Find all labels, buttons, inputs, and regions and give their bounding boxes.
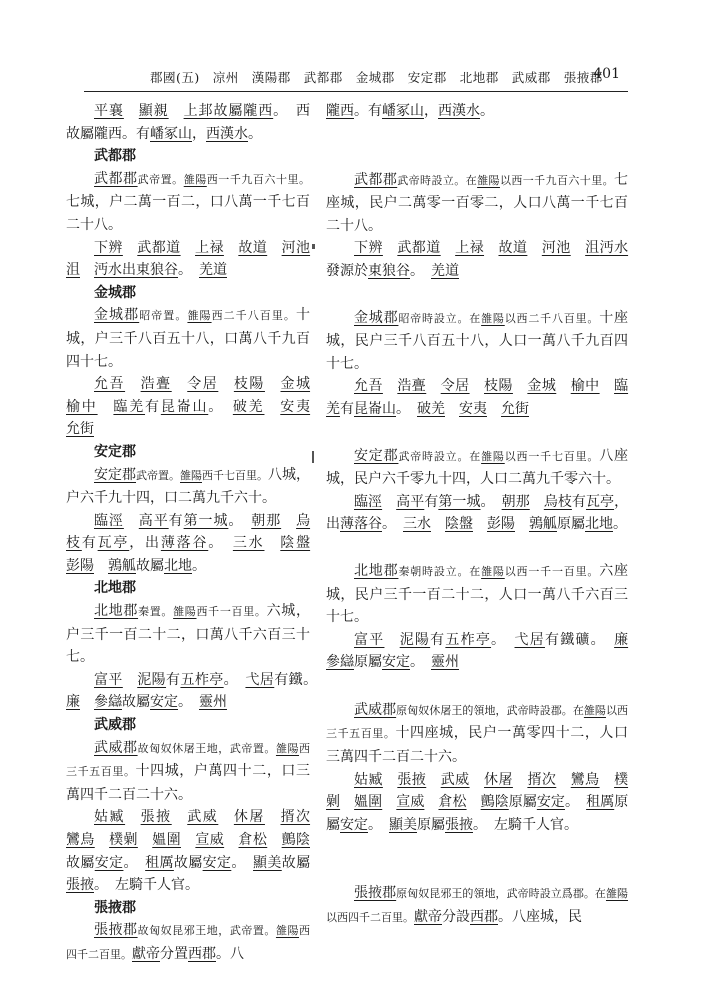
- column-gap: [326, 421, 628, 445]
- place-name: 武都郡: [94, 170, 138, 187]
- text-run: 原屬: [326, 794, 629, 833]
- place-name: 揟次: [280, 809, 311, 826]
- place-name: 金城: [280, 376, 311, 393]
- text-run: ，出: [326, 493, 629, 533]
- text-run: 。: [223, 671, 232, 688]
- text-run: 西: [296, 103, 311, 119]
- place-name: 樸劋: [109, 832, 138, 848]
- place-name: 雒陽: [180, 468, 202, 482]
- place-name: 榆中: [66, 398, 98, 415]
- text-run: 。: [564, 816, 578, 833]
- county-list: [66, 510, 310, 578]
- commandery-summary: [66, 737, 310, 807]
- header-title: 郡國(五) 凉州 漢陽郡 武都郡 金城郡 安定郡 北地郡 武威郡 張掖郡: [150, 70, 603, 85]
- text-run: 。: [473, 816, 480, 833]
- place-name: 張掖: [66, 877, 94, 894]
- text-run: 。八座城，民: [498, 909, 582, 926]
- place-name: 允吾: [94, 376, 126, 393]
- place-name: 媼圍: [354, 794, 383, 811]
- place-name: 彭陽: [66, 557, 94, 574]
- place-name: 鸞鳥: [570, 771, 600, 788]
- place-name: 租厲: [145, 854, 174, 871]
- place-name: 陰盤: [445, 516, 473, 533]
- commandery-summary: [326, 169, 628, 238]
- text-run: 昭帝時設立。在: [398, 311, 482, 325]
- commandery-summary: [326, 445, 628, 491]
- place-name: 雒陽: [187, 309, 212, 323]
- county-list: [326, 629, 628, 674]
- place-name: 泥陽: [399, 631, 431, 648]
- place-name: 令居: [440, 378, 470, 395]
- text-run: 。: [368, 816, 375, 833]
- place-name: 北地郡: [354, 562, 399, 579]
- place-name: 顯親: [138, 103, 169, 119]
- text-run: 六城，户三千一百二十二，口萬八千六百三十七。: [66, 603, 310, 666]
- text-run: 原屬: [354, 654, 382, 671]
- place-name: 廉: [614, 631, 629, 648]
- place-name: 允吾: [354, 378, 383, 395]
- text-run: 西千一百里。: [196, 605, 267, 619]
- place-name: 陰盤: [280, 535, 311, 552]
- place-name: 張掖: [397, 771, 427, 788]
- text-run: 原屬: [508, 794, 537, 811]
- text-run: 故屬: [173, 854, 203, 871]
- place-name: 顯美: [253, 854, 282, 871]
- text-run: 原屬: [557, 516, 585, 533]
- place-name: 高平: [138, 512, 169, 529]
- place-name: 臨涇: [354, 493, 383, 510]
- place-name: 媼圍: [152, 832, 181, 848]
- place-name: 令居: [187, 376, 219, 393]
- place-name: 宣威: [195, 832, 225, 848]
- text-run: 以西三千五百里。: [326, 703, 629, 741]
- section-heading: 安定郡: [94, 443, 136, 460]
- text-run: 秦朝時設立。在: [398, 564, 482, 578]
- place-name: 北地: [585, 516, 613, 533]
- place-name: 下辨: [94, 239, 123, 256]
- text-run: 故匈奴昆邪王地，武帝置。: [137, 924, 276, 938]
- text-run: 分置: [160, 945, 188, 962]
- place-name: 薄落谷: [340, 516, 382, 533]
- hanyang-tail: 平襄 顯親 上邽故屬隴西。 西故屬隴西。有嶓冢山，西漢水。: [66, 103, 311, 142]
- place-name: 武都道: [397, 240, 441, 257]
- place-name: 沔水出東狼谷: [94, 262, 178, 279]
- place-name: 廉: [66, 694, 80, 711]
- text-run: 西一千九百六十里。: [206, 172, 311, 186]
- text-run: 。: [396, 400, 403, 417]
- text-run: 。: [185, 877, 199, 894]
- place-name: 安定: [382, 654, 410, 671]
- place-name: 臨羌: [326, 378, 629, 417]
- commandery-summary: [326, 882, 628, 929]
- place-name: 安夷: [459, 400, 487, 417]
- commandery-summary: [326, 307, 628, 376]
- commandery-summary: [326, 699, 628, 769]
- text-run: 武帝時設立。在: [397, 173, 478, 187]
- place-name: 西郡: [188, 945, 216, 962]
- text-run: 。: [564, 794, 573, 811]
- text-run: 原匈奴昆邪王的領地，武帝時設立爲郡。在: [396, 887, 606, 901]
- text-run: 有: [145, 398, 161, 415]
- place-name: 瓦亭: [585, 493, 615, 510]
- place-name: 朝那: [251, 512, 282, 529]
- place-name: 北地郡: [94, 603, 139, 620]
- place-name: 下辨: [354, 240, 383, 257]
- place-name: 雒陽: [275, 741, 300, 755]
- place-name: 安定: [340, 816, 368, 833]
- text-run: 故匈奴休屠王地，武帝置。: [137, 741, 276, 755]
- commandery-summary: [66, 168, 310, 237]
- text-run: 西二千八百里。: [211, 309, 296, 323]
- text-run: 武帝置。: [136, 468, 180, 482]
- county-list: [326, 375, 628, 420]
- header-rule: [84, 91, 628, 92]
- text-run: 有鐵。: [274, 671, 311, 688]
- text-run: 。: [231, 854, 239, 871]
- text-run: 十座城，民户三千八百五十八，人口一萬八千九百四十七。: [326, 309, 629, 372]
- place-name: 第一城: [183, 512, 229, 529]
- text-run: 七城，户二萬一百二，口八萬一千七百二十八。: [66, 194, 310, 233]
- column-gap: [326, 283, 628, 307]
- section-heading: 張掖郡: [94, 899, 136, 916]
- place-name: 五柞亭: [180, 671, 224, 688]
- text-run: ，: [424, 103, 438, 119]
- text-run: ，: [192, 125, 206, 142]
- place-name: 西郡: [470, 909, 498, 926]
- place-name: 休屠: [484, 771, 513, 788]
- text-run: 八城，户六千九十四，口二萬九千六十。: [66, 466, 310, 507]
- text-run: 。有: [354, 103, 382, 119]
- text-run: 武帝時設立。在: [398, 449, 482, 463]
- place-name: 高平: [396, 493, 425, 510]
- place-name: 富平: [354, 631, 385, 648]
- place-name: 隴西: [326, 103, 354, 119]
- place-name: 鸇陰: [480, 794, 509, 811]
- page-number: 401: [593, 66, 620, 82]
- section-heading: 武威郡: [94, 717, 136, 734]
- text-run: 。: [192, 557, 206, 574]
- text-run: 秦置。: [138, 605, 174, 619]
- text-run: 八座城，民户六千零九十四，人口二萬九千零六十。: [326, 447, 629, 488]
- place-name: 鸇陰: [281, 832, 310, 848]
- place-name: 故道: [498, 240, 528, 257]
- place-name: 姑臧: [94, 809, 126, 826]
- place-name: 武都郡: [354, 171, 398, 188]
- column-gap: [326, 536, 628, 560]
- text-run: 。: [123, 854, 131, 871]
- text-run: 故屬隴西。有: [66, 125, 150, 142]
- place-name: 浩亹: [140, 376, 172, 393]
- place-name: 武威: [187, 809, 219, 826]
- commandery-summary: [66, 919, 310, 966]
- commandery-summary: [66, 464, 310, 510]
- text-run: 以西一千七百里。: [504, 449, 600, 463]
- place-name: 安定: [94, 854, 124, 871]
- place-name: 西漢水: [206, 125, 248, 142]
- place-name: 張掖: [445, 816, 473, 833]
- text-run: 。: [94, 877, 101, 894]
- commandery-summary: [66, 304, 310, 373]
- section-heading: 武都郡: [94, 148, 136, 165]
- place-name: 破羌: [417, 400, 445, 417]
- place-name: 第一城: [438, 493, 481, 510]
- place-name: 金城郡: [94, 307, 140, 324]
- place-name: 鸞鳥: [66, 832, 95, 848]
- text-run: 十四城，户萬四十二，口三萬四千二百二十六。: [66, 763, 311, 803]
- place-name: 張掖郡: [94, 922, 138, 939]
- column-gap: [326, 836, 628, 882]
- place-name: 允街: [66, 421, 94, 438]
- place-name: 安定郡: [94, 466, 136, 483]
- county-list: 允吾 浩亹 令居 枝陽 金城 榆中 臨羌有昆崙山。 破羌 安夷 允街: [66, 376, 311, 438]
- text-run: 有: [430, 631, 446, 648]
- place-name: 倉松: [238, 832, 268, 848]
- place-name: 安定: [202, 854, 232, 871]
- text-run: 。: [178, 694, 185, 711]
- text-run: 有: [166, 671, 181, 688]
- place-name: 浩亹: [397, 378, 427, 395]
- county-list: [326, 237, 628, 282]
- text-run: 以西四千二百里。: [326, 911, 414, 925]
- place-name: 安定: [536, 794, 565, 811]
- commandery-summary: [66, 600, 310, 669]
- county-list: 下辨 武都道 上禄 故道 河池 沮 沔水出東狼谷。 羌道: [66, 239, 311, 279]
- place-name: 武威: [440, 771, 470, 788]
- place-name: 鶉觚: [529, 516, 557, 533]
- place-name: 鶉觚: [108, 557, 136, 574]
- place-name: 沮: [66, 262, 80, 279]
- place-name: 東狼谷: [368, 262, 410, 279]
- place-name: 參䜌: [94, 694, 122, 711]
- place-name: 雒陽: [605, 887, 629, 901]
- place-name: 揟次: [527, 771, 557, 788]
- place-name: 榆中: [570, 378, 600, 395]
- place-name: 金城: [527, 378, 557, 395]
- place-name: 武威郡: [354, 701, 397, 718]
- place-name: 顯美: [389, 816, 417, 833]
- place-name: 安定郡: [354, 447, 399, 464]
- place-name: 獻帝: [132, 945, 160, 962]
- place-name: 枝陽: [233, 376, 265, 393]
- place-name: 上邽故屬隴西: [183, 103, 274, 119]
- gutter-mark: [312, 451, 314, 463]
- place-name: 瓦亭: [97, 535, 130, 552]
- place-name: 張掖郡: [354, 885, 397, 902]
- text-run: 西千七百里。: [202, 468, 268, 482]
- place-name: 沮: [585, 240, 600, 257]
- place-name: 雒陽: [183, 172, 207, 186]
- place-name: 上禄: [195, 239, 224, 256]
- text-run: 。: [410, 262, 417, 279]
- place-name: 故道: [238, 239, 268, 256]
- commandery-summary: [326, 560, 628, 629]
- place-name: 羌道: [199, 262, 227, 279]
- place-name: 靈州: [199, 694, 227, 711]
- text-run: 以西一千九百六十里。: [499, 173, 615, 187]
- text-run: 七座城，民户二萬零一百零二，人口八萬一千七百二十八。: [326, 171, 629, 234]
- place-name: 雒陽: [481, 564, 505, 578]
- text-run: 十城，户三千八百五十八，口萬八千九百四十七。: [66, 307, 310, 370]
- place-name: 安夷: [280, 398, 311, 415]
- place-name: 破羌: [232, 398, 265, 415]
- place-name: 金城郡: [354, 309, 399, 326]
- text-run: 有: [571, 493, 586, 510]
- text-run: 以西一千一百里。: [504, 564, 600, 578]
- place-name: 上禄: [455, 240, 485, 257]
- text-run: 。: [410, 654, 417, 671]
- place-name: 五柞亭: [445, 631, 492, 648]
- place-name: 樸劋: [326, 771, 629, 811]
- section-heading: 北地郡: [94, 580, 136, 597]
- text-run: 。: [382, 516, 389, 533]
- text-run: 。: [208, 535, 218, 552]
- text-run: 。: [480, 103, 494, 119]
- text-run: 故屬: [136, 557, 164, 574]
- text-run: 有: [340, 400, 354, 417]
- place-name: 倉松: [438, 794, 467, 811]
- section-heading: 金城郡: [94, 284, 136, 301]
- place-name: 平襄: [94, 103, 124, 119]
- text-run: 十四座城，民户一萬零四十二，人口三萬四千二百二十六。: [326, 725, 629, 766]
- text-run: 。: [480, 493, 488, 510]
- county-list: [326, 491, 628, 536]
- text-run: 。: [613, 516, 627, 533]
- place-name: 姑臧: [354, 771, 383, 788]
- text-run: 有: [424, 493, 439, 510]
- place-name: 雒陽: [481, 449, 505, 463]
- running-header: [150, 66, 620, 88]
- column-gap: [326, 674, 628, 699]
- text-run: 以西二千八百里。: [504, 311, 600, 325]
- text-run: 昭帝置。: [139, 309, 188, 323]
- place-name: 獻帝: [414, 909, 442, 926]
- text-run: 分設: [442, 909, 470, 926]
- place-name: 雒陽: [481, 311, 505, 325]
- text-run: 有: [81, 535, 98, 552]
- place-name: 彭陽: [487, 516, 515, 533]
- place-name: 參䜌: [326, 654, 354, 671]
- place-name: 河池: [281, 239, 311, 256]
- place-name: 嶓冢山: [382, 103, 424, 119]
- text-run: 發源於: [326, 262, 368, 279]
- place-name: 薄落谷: [160, 535, 209, 552]
- place-name: 武威郡: [94, 739, 138, 756]
- hanyang-tail: [326, 100, 628, 123]
- place-name: 武都道: [137, 239, 181, 256]
- place-name: 臨羌: [113, 398, 146, 415]
- place-name: 租厲: [586, 794, 615, 811]
- place-name: 雒陽: [275, 924, 300, 938]
- text-run: 故屬: [122, 694, 150, 711]
- county-list: [326, 769, 628, 837]
- text-run: 西三千五百里。: [66, 741, 311, 779]
- place-name: 張掖: [140, 809, 172, 826]
- text-run: 。: [228, 512, 237, 529]
- original-text-column: [66, 100, 310, 967]
- text-run: 武帝置。: [137, 172, 184, 186]
- place-name: 靈州: [431, 654, 459, 671]
- place-name: 烏枝: [66, 512, 311, 552]
- place-name: 泥陽: [137, 671, 167, 688]
- text-run: ，出: [129, 535, 161, 552]
- place-name: 羌道: [431, 262, 459, 279]
- text-run: 六座城，民户三千一百二十二，人口一萬八千六百三十七。: [326, 562, 629, 626]
- column-gap: [326, 123, 628, 169]
- text-run: 原屬: [417, 816, 445, 833]
- place-name: 朝那: [501, 493, 530, 510]
- place-name: 三水: [232, 535, 265, 552]
- text-run: 故屬: [66, 854, 95, 871]
- text-run: 西四千二百里。: [66, 924, 311, 961]
- text-run: 原匈奴休屠王的領地，武帝時設郡。在: [396, 703, 584, 717]
- place-name: 昆崙山: [354, 400, 396, 417]
- place-name: 河池: [541, 240, 571, 257]
- place-name: 烏枝: [543, 493, 572, 510]
- place-name: 枝陽: [484, 378, 513, 395]
- place-name: 弋居: [514, 631, 545, 648]
- text-run: 有鐵礦。: [544, 631, 599, 648]
- county-list: [66, 806, 310, 896]
- text-run: 左騎千人官: [115, 877, 185, 894]
- place-name: 嶓冢山: [150, 125, 192, 142]
- place-name: 允街: [501, 400, 529, 417]
- place-name: 富平: [94, 671, 123, 688]
- place-name: 雒陽: [173, 605, 197, 619]
- place-name: 昆崙山: [160, 398, 209, 415]
- place-name: 三水: [403, 516, 431, 533]
- text-run: 故屬: [281, 854, 311, 871]
- text-run: 有: [168, 512, 184, 529]
- text-run: 。: [248, 125, 262, 142]
- place-name: 臨涇: [94, 512, 124, 529]
- place-name: 西漢水: [438, 103, 480, 119]
- place-name: 沔水: [599, 240, 629, 257]
- county-list: [66, 669, 310, 714]
- place-name: 雒陽: [583, 703, 606, 717]
- place-name: 安定: [150, 694, 178, 711]
- translation-column: [326, 100, 628, 930]
- place-name: 宣威: [396, 794, 425, 811]
- text-run: 。八: [216, 945, 244, 962]
- place-name: 北地: [164, 557, 192, 574]
- place-name: 弋居: [245, 671, 275, 688]
- place-name: 雒陽: [477, 173, 500, 187]
- place-name: 休屠: [233, 809, 265, 826]
- text-run: 。: [491, 631, 500, 648]
- text-run: 左騎千人官: [494, 816, 564, 833]
